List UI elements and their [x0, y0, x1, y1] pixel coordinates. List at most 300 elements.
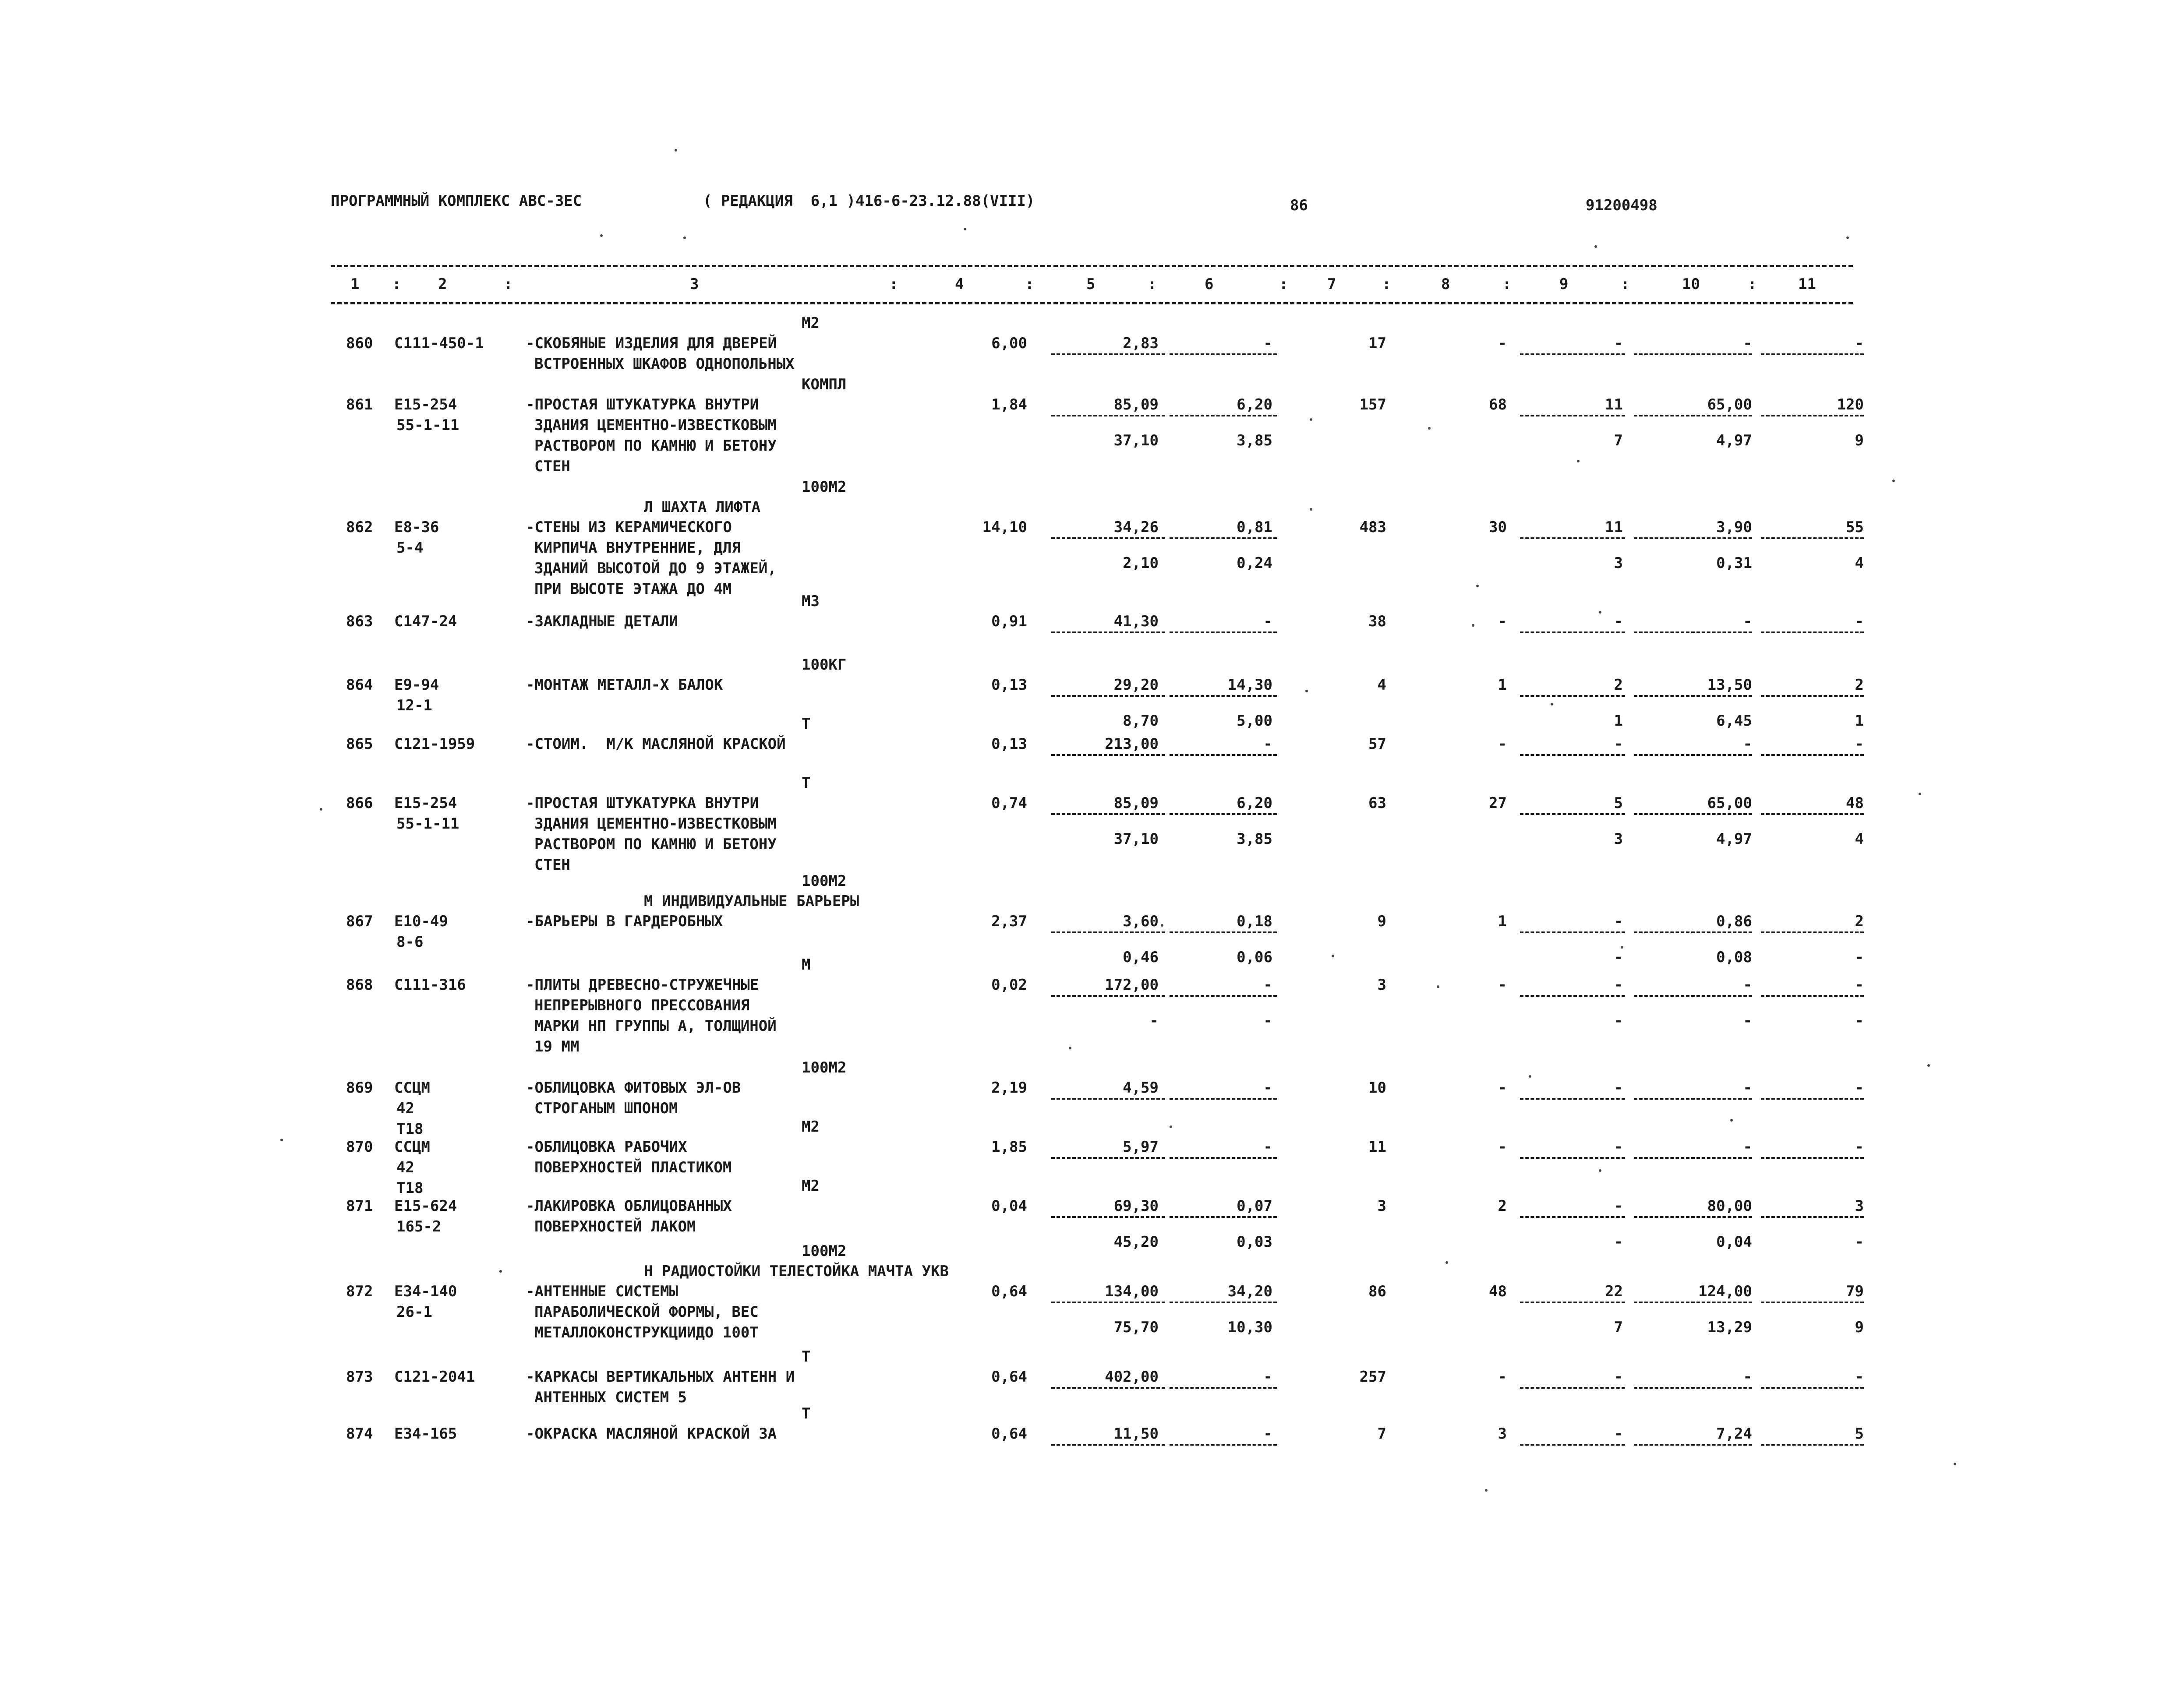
sub-rule [1051, 695, 1165, 697]
sub-rule [1051, 1157, 1165, 1159]
scan-speck [1954, 1463, 1956, 1465]
scan-speck [1069, 1047, 1071, 1049]
row-number: 866 [346, 794, 373, 812]
sub-rule [1170, 931, 1277, 933]
row-description: ЗДАНИЙ ВЫСОТОЙ ДО 9 ЭТАЖЕЙ, [534, 560, 777, 577]
sub-rule [1170, 353, 1277, 355]
row-subvalue-c9: - [1614, 1012, 1623, 1030]
row-subvalue-c11: 9 [1855, 432, 1864, 449]
row-value-c7: 257 [1359, 1368, 1386, 1386]
row-value-qty: 2,19 [991, 1079, 1027, 1097]
row-value-c10: 65,00 [1707, 794, 1752, 812]
row-number: 865 [346, 735, 373, 753]
row-description: РАСТВОРОМ ПО КАМНЮ И БЕТОНУ [534, 836, 777, 853]
row-value-c10: 80,00 [1707, 1197, 1752, 1215]
sub-rule [1634, 353, 1752, 355]
sub-rule [1051, 537, 1165, 539]
row-subvalue-c10: 0,31 [1716, 554, 1752, 572]
row-value-qty: 2,37 [991, 913, 1027, 930]
unit-label: М3 [802, 593, 820, 610]
scan-speck [1170, 1125, 1172, 1128]
sub-rule [1761, 1444, 1864, 1446]
row-subvalue-c9: 7 [1614, 432, 1623, 449]
row-value-c9: 5 [1614, 794, 1623, 812]
row-value-c8: 2 [1498, 1197, 1507, 1215]
row-value-c11: - [1855, 335, 1864, 352]
row-value-qty: 14,10 [982, 519, 1027, 536]
row-value-c7: 57 [1368, 735, 1386, 753]
row-value-c5: 2,83 [1123, 335, 1159, 352]
row-value-c11: 79 [1846, 1283, 1864, 1300]
row-value-c11: 48 [1846, 794, 1864, 812]
row-description: СТЕН [534, 856, 570, 874]
row-value-c7: 3 [1377, 1197, 1386, 1215]
sub-rule [1170, 632, 1277, 633]
table-rule-header [331, 302, 1853, 304]
sub-rule [1761, 695, 1864, 697]
row-value-c8: - [1498, 735, 1507, 753]
row-value-c11: - [1855, 1368, 1864, 1386]
sub-rule [1051, 1098, 1165, 1100]
row-value-qty: 0,91 [991, 613, 1027, 630]
row-value-c9: - [1614, 1079, 1623, 1097]
row-number: 863 [346, 613, 373, 630]
row-value-c7: 483 [1359, 519, 1386, 536]
row-subvalue-c9: 3 [1614, 830, 1623, 848]
row-description: -ОБЛИЦОВКА РАБОЧИХ [526, 1138, 687, 1156]
row-value-c8: 68 [1489, 396, 1507, 413]
sub-rule [1051, 1216, 1165, 1218]
row-description: ЗДАНИЯ ЦЕМЕНТНО-ИЗВЕСТКОВЫМ [534, 416, 777, 434]
row-value-c10: 0,86 [1716, 913, 1752, 930]
row-value-c5: 41,30 [1113, 613, 1159, 630]
row-value-c5: 34,26 [1113, 519, 1159, 536]
header-edition: ( РЕДАКЦИЯ 6,1 )416-6-23.12.88(VIII) [703, 192, 1035, 210]
row-subvalue-c10: 4,97 [1716, 830, 1752, 848]
unit-label: М2 [802, 1177, 820, 1195]
row-code: С111-450-1 [394, 335, 484, 352]
sub-rule [1634, 1302, 1752, 1303]
sub-rule [1051, 1302, 1165, 1303]
column-header-7: 7 [1327, 275, 1336, 293]
row-description: -БАРЬЕРЫ В ГАРДЕРОБНЫХ [526, 913, 723, 930]
row-description: ВСТРОЕННЫХ ШКАФОВ ОДНОПОЛЬНЫХ [534, 355, 795, 373]
row-value-c9: 2 [1614, 676, 1623, 694]
row-value-c10: 124,00 [1698, 1283, 1752, 1300]
row-value-c6: - [1263, 735, 1272, 753]
sub-rule [1051, 931, 1165, 933]
row-value-qty: 0,13 [991, 735, 1027, 753]
unit-label: М [802, 956, 811, 974]
row-code: С121-2041 [394, 1368, 475, 1386]
row-value-c5: 213,00 [1105, 735, 1159, 753]
row-subvalue-c9: - [1614, 1233, 1623, 1251]
row-code: 42 [396, 1100, 414, 1117]
row-code: 8-6 [396, 933, 424, 951]
row-value-c11: - [1855, 613, 1864, 630]
row-description: СТЕН [534, 458, 570, 475]
row-code: Е9-94 [394, 676, 439, 694]
row-description: -МОНТАЖ МЕТАЛЛ-Х БАЛОК [526, 676, 723, 694]
row-value-c8: - [1498, 976, 1507, 994]
scan-speck [675, 149, 677, 152]
row-description: -ОБЛИЦОВКА ФИТОВЫХ ЭЛ-ОВ [526, 1079, 741, 1097]
row-subvalue-c10: 13,29 [1707, 1319, 1752, 1336]
row-value-c5: 3,60 [1123, 913, 1159, 930]
row-description: МАРКИ НП ГРУППЫ А, ТОЛЩИНОЙ [534, 1017, 777, 1035]
row-code: 26-1 [396, 1303, 432, 1321]
row-code: С111-316 [394, 976, 466, 994]
scan-speck [1919, 793, 1921, 795]
section-title: М ИНДИВИДУАЛЬНЫЕ БАРЬЕРЫ [644, 893, 859, 910]
row-value-c11: 2 [1855, 913, 1864, 930]
sub-rule [1520, 537, 1625, 539]
row-value-c11: 120 [1837, 396, 1864, 413]
scan-speck [1428, 427, 1431, 430]
scan-speck [1551, 703, 1553, 706]
row-code: 5-4 [396, 539, 424, 557]
row-code: Е10-49 [394, 913, 448, 930]
sub-rule [1051, 813, 1165, 815]
row-subvalue-c5: 37,10 [1113, 432, 1159, 449]
row-value-qty: 1,84 [991, 396, 1027, 413]
row-subvalue-c5: 2,10 [1123, 554, 1159, 572]
row-value-c11: - [1855, 1079, 1864, 1097]
row-description: -КАРКАСЫ ВЕРТИКАЛЬНЫХ АНТЕНН И [526, 1368, 795, 1386]
row-description: СТРОГАНЫМ ШПОНОМ [534, 1100, 678, 1117]
sub-rule [1051, 353, 1165, 355]
row-description: -ЛАКИРОВКА ОБЛИЦОВАННЫХ [526, 1197, 732, 1215]
row-number: 872 [346, 1283, 373, 1300]
scan-speck [1485, 1489, 1488, 1492]
sub-rule [1520, 931, 1625, 933]
row-value-c8: 1 [1498, 913, 1507, 930]
row-description: -АНТЕННЫЕ СИСТЕМЫ [526, 1283, 678, 1300]
column-separator: : [1621, 275, 1630, 293]
sub-rule [1051, 754, 1165, 756]
column-header-6: 6 [1205, 275, 1214, 293]
sub-rule [1520, 1216, 1625, 1218]
table-rule-top [331, 265, 1853, 267]
row-value-c7: 17 [1368, 335, 1386, 352]
row-subvalue-c6: 0,06 [1237, 949, 1272, 966]
row-subvalue-c5: 45,20 [1113, 1233, 1159, 1251]
row-value-qty: 0,02 [991, 976, 1027, 994]
row-subvalue-c11: - [1855, 1012, 1864, 1030]
row-description: ПОВЕРХНОСТЕЙ ПЛАСТИКОМ [534, 1159, 732, 1176]
row-value-c7: 7 [1377, 1425, 1386, 1443]
row-subvalue-c11: 1 [1855, 712, 1864, 730]
row-value-c6: - [1263, 1368, 1272, 1386]
row-description: -ОКРАСКА МАСЛЯНОЙ КРАСКОЙ ЗА [526, 1425, 777, 1443]
row-value-c9: 11 [1605, 396, 1623, 413]
sub-rule [1051, 995, 1165, 997]
sub-rule [1520, 415, 1625, 416]
row-code: Т18 [396, 1179, 424, 1197]
row-number: 864 [346, 676, 373, 694]
sub-rule [1520, 1302, 1625, 1303]
column-separator: : [1382, 275, 1391, 293]
sub-rule [1761, 537, 1864, 539]
row-value-c7: 38 [1368, 613, 1386, 630]
row-code: С121-1959 [394, 735, 475, 753]
scan-speck [1577, 460, 1580, 462]
row-value-c11: 3 [1855, 1197, 1864, 1215]
sub-rule [1051, 415, 1165, 416]
sub-rule [1170, 1444, 1277, 1446]
sub-rule [1170, 1387, 1277, 1389]
column-separator: : [1025, 275, 1034, 293]
scan-speck [1445, 1261, 1448, 1264]
row-value-c6: 0,18 [1237, 913, 1272, 930]
row-value-c6: - [1263, 335, 1272, 352]
row-subvalue-c5: - [1149, 1012, 1159, 1030]
row-subvalue-c11: 4 [1855, 554, 1864, 572]
row-value-c9: - [1614, 335, 1623, 352]
column-header-2: 2 [438, 275, 447, 293]
row-value-c9: - [1614, 1197, 1623, 1215]
row-value-c10: 3,90 [1716, 519, 1752, 536]
row-value-c5: 134,00 [1105, 1283, 1159, 1300]
row-value-c11: - [1855, 735, 1864, 753]
row-value-c9: 22 [1605, 1283, 1623, 1300]
row-value-c8: - [1498, 1079, 1507, 1097]
sub-rule [1520, 695, 1625, 697]
row-value-c7: 9 [1377, 913, 1386, 930]
row-code: ССЦМ [394, 1138, 430, 1156]
sub-rule [1634, 931, 1752, 933]
row-value-c9: - [1614, 976, 1623, 994]
row-value-c7: 11 [1368, 1138, 1386, 1156]
sub-rule [1634, 1216, 1752, 1218]
row-code: Е15-254 [394, 396, 457, 413]
scan-speck [1927, 1064, 1930, 1067]
scan-speck [1476, 585, 1479, 587]
row-value-c10: - [1743, 1368, 1752, 1386]
scan-speck [1332, 955, 1334, 957]
row-value-qty: 6,00 [991, 335, 1027, 352]
sub-rule [1634, 1387, 1752, 1389]
sub-rule [1170, 1216, 1277, 1218]
row-value-c9: 11 [1605, 519, 1623, 536]
sub-rule [1761, 1216, 1864, 1218]
row-subvalue-c10: 6,45 [1716, 712, 1752, 730]
row-value-c10: 7,24 [1716, 1425, 1752, 1443]
column-header-3: 3 [690, 275, 699, 293]
column-separator: : [1748, 275, 1757, 293]
sub-rule [1634, 995, 1752, 997]
sub-rule [1761, 632, 1864, 633]
row-value-c7: 86 [1368, 1283, 1386, 1300]
row-description: МЕТАЛЛОКОНСТРУКЦИИДО 100Т [534, 1324, 759, 1341]
row-value-c9: - [1614, 1138, 1623, 1156]
row-code: 165-2 [396, 1218, 442, 1235]
sub-rule [1170, 1302, 1277, 1303]
row-subvalue-c5: 37,10 [1113, 830, 1159, 848]
row-subvalue-c6: 3,85 [1237, 830, 1272, 848]
row-code: ССЦМ [394, 1079, 430, 1097]
scan-speck [1730, 1119, 1733, 1122]
row-subvalue-c10: 4,97 [1716, 432, 1752, 449]
row-description: -СТЕНЫ ИЗ КЕРАМИЧЕСКОГО [526, 519, 732, 536]
row-value-c8: - [1498, 1368, 1507, 1386]
scan-speck [280, 1139, 283, 1141]
unit-label: КОМПЛ [802, 376, 847, 393]
header-page-number: 86 [1290, 197, 1308, 214]
scan-speck [1310, 418, 1312, 421]
scan-speck [1892, 480, 1895, 482]
row-value-c8: - [1498, 613, 1507, 630]
unit-label: М2 [802, 1118, 820, 1136]
row-code: 12-1 [396, 697, 432, 714]
row-value-c11: 5 [1855, 1425, 1864, 1443]
sub-rule [1051, 1444, 1165, 1446]
header-program: ПРОГРАММНЫЙ КОМПЛЕКС АВС-ЗЕС [331, 192, 582, 210]
sub-rule [1634, 1444, 1752, 1446]
row-description: -ПРОСТАЯ ШТУКАТУРКА ВНУТРИ [526, 794, 759, 812]
row-value-c6: 34,20 [1227, 1283, 1272, 1300]
row-code: Е34-140 [394, 1283, 457, 1300]
row-subvalue-c11: 4 [1855, 830, 1864, 848]
row-value-c6: 6,20 [1237, 396, 1272, 413]
row-number: 873 [346, 1368, 373, 1386]
sub-rule [1634, 754, 1752, 756]
sub-rule [1761, 931, 1864, 933]
sub-rule [1761, 995, 1864, 997]
unit-label: Т [802, 774, 811, 792]
sub-rule [1634, 537, 1752, 539]
row-description: ПОВЕРХНОСТЕЙ ЛАКОМ [534, 1218, 696, 1235]
scan-speck [1594, 245, 1597, 248]
row-subvalue-c6: 0,03 [1237, 1233, 1272, 1251]
row-subvalue-c10: 0,08 [1716, 949, 1752, 966]
row-subvalue-c6: 5,00 [1237, 712, 1272, 730]
sub-rule [1170, 1098, 1277, 1100]
row-number: 874 [346, 1425, 373, 1443]
sub-rule [1634, 1098, 1752, 1100]
sub-rule [1520, 754, 1625, 756]
row-description: НЕПРЕРЫВНОГО ПРЕССОВАНИЯ [534, 997, 750, 1014]
sub-rule [1761, 415, 1864, 416]
row-number: 860 [346, 335, 373, 352]
column-header-11: 11 [1798, 275, 1816, 293]
sub-rule [1634, 415, 1752, 416]
row-code: Е34-165 [394, 1425, 457, 1443]
row-value-qty: 0,04 [991, 1197, 1027, 1215]
section-title: Л ШАХТА ЛИФТА [644, 498, 761, 516]
row-value-c5: 85,09 [1113, 396, 1159, 413]
row-value-c9: - [1614, 913, 1623, 930]
sub-rule [1761, 1387, 1864, 1389]
row-number: 867 [346, 913, 373, 930]
row-value-c6: - [1263, 1138, 1272, 1156]
column-header-9: 9 [1559, 275, 1569, 293]
row-code: С147-24 [394, 613, 457, 630]
scan-speck [683, 236, 686, 239]
row-value-c9: - [1614, 1425, 1623, 1443]
row-subvalue-c5: 8,70 [1123, 712, 1159, 730]
unit-label: Т [802, 1348, 811, 1365]
column-separator: : [392, 275, 401, 293]
row-subvalue-c9: 7 [1614, 1319, 1623, 1336]
sub-rule [1761, 754, 1864, 756]
unit-label: 100КГ [802, 656, 847, 674]
sub-rule [1520, 1444, 1625, 1446]
row-value-c5: 4,59 [1123, 1079, 1159, 1097]
row-value-c10: - [1743, 1138, 1752, 1156]
row-subvalue-c11: 9 [1855, 1319, 1864, 1336]
scan-speck [499, 1270, 502, 1273]
row-number: 868 [346, 976, 373, 994]
row-subvalue-c6: 10,30 [1227, 1319, 1272, 1336]
row-value-c5: 69,30 [1113, 1197, 1159, 1215]
column-header-1: 1 [350, 275, 360, 293]
column-header-8: 8 [1441, 275, 1450, 293]
sub-rule [1520, 1098, 1625, 1100]
row-value-c11: 2 [1855, 676, 1864, 694]
sub-rule [1634, 1157, 1752, 1159]
row-subvalue-c6: - [1263, 1012, 1272, 1030]
column-header-10: 10 [1682, 275, 1700, 293]
row-value-c10: 13,50 [1707, 676, 1752, 694]
scan-speck [1529, 1075, 1531, 1078]
row-description: РАСТВОРОМ ПО КАМНЮ И БЕТОНУ [534, 437, 777, 455]
row-value-c6: - [1263, 976, 1272, 994]
row-value-qty: 0,74 [991, 794, 1027, 812]
unit-label: 100М2 [802, 1242, 847, 1260]
row-subvalue-c5: 75,70 [1113, 1319, 1159, 1336]
sub-rule [1634, 632, 1752, 633]
row-value-qty: 0,64 [991, 1368, 1027, 1386]
scan-speck [1621, 946, 1623, 949]
row-description: ПРИ ВЫСОТЕ ЭТАЖА ДО 4М [534, 580, 732, 598]
row-value-c10: - [1743, 735, 1752, 753]
row-code: Т18 [396, 1120, 424, 1138]
sub-rule [1170, 754, 1277, 756]
row-description: -СТОИМ. М/К МАСЛЯНОЙ КРАСКОЙ [526, 735, 786, 753]
column-separator: : [1279, 275, 1288, 293]
row-code: 55-1-11 [396, 416, 459, 434]
row-code: Е8-36 [394, 519, 439, 536]
scan-speck [964, 228, 966, 230]
row-value-c5: 85,09 [1113, 794, 1159, 812]
row-value-c5: 402,00 [1105, 1368, 1159, 1386]
row-subvalue-c10: - [1743, 1012, 1752, 1030]
column-header-5: 5 [1086, 275, 1096, 293]
row-number: 869 [346, 1079, 373, 1097]
row-value-c5: 5,97 [1123, 1138, 1159, 1156]
sub-rule [1051, 632, 1165, 633]
row-description: -ЗАКЛАДНЫЕ ДЕТАЛИ [526, 613, 678, 630]
row-value-c6: - [1263, 1079, 1272, 1097]
row-subvalue-c10: 0,04 [1716, 1233, 1752, 1251]
row-number: 861 [346, 396, 373, 413]
sub-rule [1520, 813, 1625, 815]
sub-rule [1634, 813, 1752, 815]
row-value-c6: - [1263, 1425, 1272, 1443]
sub-rule [1520, 1387, 1625, 1389]
row-subvalue-c11: - [1855, 1233, 1864, 1251]
row-subvalue-c9: 3 [1614, 554, 1623, 572]
row-description: -ПРОСТАЯ ШТУКАТУРКА ВНУТРИ [526, 396, 759, 413]
unit-label: Т [802, 1405, 811, 1422]
scan-speck [320, 808, 322, 811]
row-value-c6: - [1263, 613, 1272, 630]
sub-rule [1170, 695, 1277, 697]
row-value-c9: - [1614, 735, 1623, 753]
sub-rule [1170, 1157, 1277, 1159]
row-description: КИРПИЧА ВНУТРЕННИЕ, ДЛЯ [534, 539, 741, 557]
